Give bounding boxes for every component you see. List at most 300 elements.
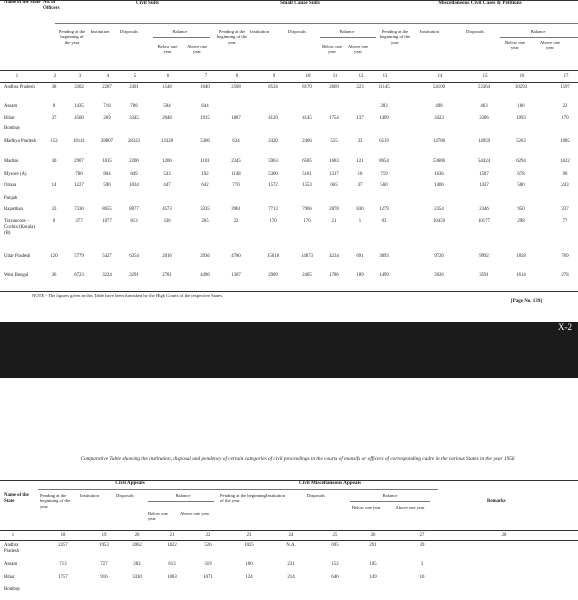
table-cell: 5181: [302, 172, 312, 177]
balance-rule: [153, 37, 210, 38]
subheader-balance: Balance: [172, 29, 188, 34]
table-cell: 37: [357, 183, 363, 188]
subheader-above-mc: Above one year: [539, 40, 561, 51]
column-number: 4: [106, 74, 110, 79]
table-cell: 9726: [434, 254, 444, 259]
table-cell: 291: [369, 543, 377, 548]
state-name: Bihar: [4, 116, 15, 121]
table-cell: 1093: [516, 116, 526, 121]
table-cell: 54109: [433, 85, 445, 90]
bottom-balance-rule: [148, 501, 214, 502]
bottom-subheader-pending: Pending at the beginning of the year: [40, 493, 71, 509]
table-cell: 2669: [329, 85, 339, 90]
subheader-above-sc: Above one year: [347, 44, 369, 55]
table-cell: 1636: [434, 172, 444, 177]
table-cell: 8: [52, 104, 56, 109]
table-cell: 33: [357, 139, 363, 144]
table-cell: 463: [480, 104, 488, 109]
table-cell: 2466: [302, 139, 312, 144]
subheader-below-sc: Below one year: [322, 44, 342, 55]
table-cell: 36: [51, 273, 57, 278]
table-cell: 613: [168, 562, 176, 567]
table-cell: 1071: [203, 575, 213, 580]
table-cell: 22: [233, 219, 239, 224]
table-cell: 1435: [74, 104, 84, 109]
state-name: Madras: [4, 159, 19, 164]
header-civil-suits: Civil Suits: [136, 0, 159, 6]
state-name: Punjab: [4, 196, 18, 201]
table-cell: 2287: [102, 85, 112, 90]
table-cell: 770: [232, 183, 240, 188]
table-cell: 90: [562, 172, 568, 177]
table-cell: 14788: [433, 139, 445, 144]
table-cell: 1307: [231, 273, 241, 278]
table-cell: 3893: [379, 254, 389, 259]
table-cell: 584: [163, 104, 171, 109]
table-cell: 10293: [515, 85, 527, 90]
table-cell: 3345: [129, 116, 139, 121]
table-cell: 2016: [162, 254, 172, 259]
table-cell: 642: [201, 183, 209, 188]
column-number: 3: [78, 74, 82, 79]
column-number: 6: [166, 74, 170, 79]
table-cell: 1148: [231, 172, 241, 177]
table-cell: 152: [50, 139, 58, 144]
table-cell: 2345: [231, 159, 241, 164]
table-cell: 5263: [516, 139, 526, 144]
table-cell: 1406: [434, 183, 444, 188]
header-state: Name of the State: [4, 0, 41, 5]
table-cell: 1587: [479, 172, 489, 177]
column-number: 8: [235, 74, 239, 79]
state-name: Mysore (A): [4, 172, 27, 177]
column-number: 16: [519, 74, 525, 79]
table-cell: 3302: [74, 85, 84, 90]
table-cell: 4145: [302, 116, 312, 121]
column-number: 23: [246, 533, 252, 538]
subheader-above: Above one year: [186, 44, 208, 55]
table-cell: 3591: [479, 273, 489, 278]
table-cell: 1622: [560, 159, 570, 164]
table-cell: 2465: [302, 273, 312, 278]
table-cell: 8654: [379, 159, 389, 164]
table-cell: 3306: [479, 116, 489, 121]
state-name: West Bengal: [4, 273, 29, 278]
state-name: Assam: [4, 562, 18, 567]
table-cell: 560: [380, 183, 388, 188]
table-cell: 813: [130, 219, 138, 224]
column-number: 25: [332, 533, 338, 538]
table-cell: 4780: [231, 254, 241, 259]
state-name: Madhya Pradesh: [4, 139, 37, 144]
table-cell: 170: [303, 219, 311, 224]
table-cell: 10: [419, 575, 425, 580]
table-cell: 3291: [129, 273, 139, 278]
column-number: 10: [305, 74, 311, 79]
table-cell: 2936: [200, 254, 210, 259]
table-cell: 2907: [74, 159, 84, 164]
bottom-subheader-institution: Institution: [80, 493, 99, 498]
table-cell: 4120: [268, 116, 278, 121]
table-cell: 269: [103, 116, 111, 121]
state-name: Rajasthan: [4, 207, 23, 212]
table-cell: 780: [75, 172, 83, 177]
table-cell: 804: [103, 172, 111, 177]
colnum-rule: [0, 82, 578, 83]
table-cell: 3423: [434, 116, 444, 121]
table-cell: 1227: [74, 183, 84, 188]
table-cell: 121: [356, 159, 364, 164]
table-cell: 170: [269, 219, 277, 224]
table-cell: 38: [51, 85, 57, 90]
subheader-pending: Pending at the beginning of the year: [58, 29, 86, 45]
table-cell: 319: [204, 562, 212, 567]
subheader-below: Below one year: [157, 44, 178, 55]
bottom-subheader-below-cma: Below one year: [352, 505, 381, 510]
table-cell: 137: [356, 116, 364, 121]
subheader-disposals: Disposals: [120, 29, 138, 34]
table-cell: 6254: [129, 254, 139, 259]
table-cell: 830: [356, 207, 364, 212]
table-cell: 3: [420, 562, 424, 567]
table-cell: 4496: [200, 273, 210, 278]
column-number: 14: [437, 74, 443, 79]
table-cell: 13328: [161, 139, 173, 144]
group-rule: [55, 23, 578, 24]
table-cell: 1757: [58, 575, 68, 580]
state-name: Bombay: [4, 126, 21, 131]
column-number: 27: [419, 533, 425, 538]
column-number: 18: [60, 533, 66, 538]
table-cell: 2346: [479, 207, 489, 212]
table-cell: 14959: [478, 139, 490, 144]
table-cell: 5963: [268, 159, 278, 164]
page-number: [Page No. 139]: [511, 299, 542, 304]
table-cell: 298: [517, 219, 525, 224]
table-cell: 1317: [329, 172, 339, 177]
table-cell: 1206: [162, 159, 172, 164]
table-cell: 665: [330, 183, 338, 188]
column-number: 21: [169, 533, 175, 538]
table-cell: 231: [287, 562, 295, 567]
table-cell: 214: [287, 575, 295, 580]
table-cell: 2048: [162, 116, 172, 121]
table-cell: 4234: [329, 254, 339, 259]
state-name: Bombay: [4, 587, 21, 592]
table-cell: 6585: [302, 159, 312, 164]
table-cell: 265: [201, 219, 209, 224]
state-name: Andhra Pradesh: [4, 543, 20, 554]
header-rule: [0, 70, 578, 71]
table-cell: 5360: [268, 172, 278, 177]
table-cell: 1822: [167, 543, 177, 548]
table-cell: 1077: [102, 219, 112, 224]
footnote: NOTE - The figures given in this Table have been furnished by the High Courts of the respective States.: [32, 293, 224, 298]
table-cell: 708: [130, 104, 138, 109]
bottom-balance-rule-cma: [350, 501, 430, 502]
table-cell: 678: [517, 172, 525, 177]
table-cell: 1034: [129, 183, 139, 188]
table-cell: 1915: [200, 116, 210, 121]
bottom-subheader-below: Below one year: [148, 511, 168, 522]
state-name: Travancore – Cochin (Kerala) (B): [4, 219, 36, 236]
table-cell: 1815: [102, 159, 112, 164]
column-number: 22: [205, 533, 211, 538]
subheader-disposals-sc: Disposals: [288, 29, 306, 34]
table-cell: 4573: [162, 207, 172, 212]
state-name: Andhra Pradesh: [4, 85, 35, 90]
table-cell: 950: [517, 207, 525, 212]
column-number: 20: [134, 533, 140, 538]
bottom-group-rule: [38, 489, 438, 490]
table-cell: 54424: [478, 159, 490, 164]
table-cell: 719: [380, 172, 388, 177]
table-cell: 100: [245, 562, 253, 567]
bottom-subheader-balance: Balance: [175, 493, 191, 498]
table-cell: 2909: [268, 273, 278, 278]
table-cell: 1597: [560, 85, 570, 90]
table-cell: 713: [59, 562, 67, 567]
state-name: Assam: [4, 104, 18, 109]
table-cell: 1683: [329, 159, 339, 164]
table-cell: 580: [517, 183, 525, 188]
table-cell: 1: [358, 219, 362, 224]
table-cell: 7966: [302, 207, 312, 212]
table-cell: 8655: [102, 207, 112, 212]
table-cell: 8170: [302, 85, 312, 90]
table-cell: 644: [201, 104, 209, 109]
table-cell: 6519: [379, 139, 389, 144]
table-cell: 1548: [162, 85, 172, 90]
table-cell: 2354: [434, 207, 444, 212]
table-cell: 2062: [132, 543, 142, 548]
table-cell: 105: [369, 562, 377, 567]
table-cell: 727: [100, 562, 108, 567]
table-cell: 555: [330, 139, 338, 144]
table-cell: 8534: [268, 85, 278, 90]
bottom-header-rule: [0, 530, 578, 531]
subheader-pending-sc: Pending at the beginning of the year: [216, 29, 248, 45]
table-cell: 5779: [74, 254, 84, 259]
header-officers: No. of Officers: [43, 0, 60, 11]
table-cell: 18141: [73, 139, 85, 144]
table-cell: 6: [52, 219, 56, 224]
bottom-subheader-pending-cma: Pending at the beginning of the year: [220, 493, 266, 504]
table-cell: 9992: [479, 254, 489, 259]
subheader-institution-sc: Institution: [250, 29, 269, 34]
table-cell: 10: [357, 172, 363, 177]
bottom-subheader-balance-cma: Balance: [382, 493, 398, 498]
column-number: 11: [332, 74, 338, 79]
column-number: 9: [272, 74, 276, 79]
table-cell: 377: [75, 219, 83, 224]
bottom-rule: [0, 291, 578, 292]
table-cell: 30: [51, 159, 57, 164]
table-cell: 282: [133, 562, 141, 567]
bottom-header-state: Name of the State: [4, 493, 29, 504]
table-cell: 1572: [268, 183, 278, 188]
table-cell: 1640: [200, 85, 210, 90]
table-cell: 1279: [379, 207, 389, 212]
table-cell: 1427: [479, 183, 489, 188]
table-cell: 189: [356, 273, 364, 278]
column-number: 17: [563, 74, 569, 79]
table-cell: 1409: [379, 116, 389, 121]
header-remarks: Remarks: [487, 499, 506, 504]
table-cell: 14873: [301, 254, 313, 259]
table-cell: 152: [331, 562, 339, 567]
table-cell: 1786: [329, 273, 339, 278]
column-number: 13: [382, 74, 388, 79]
subheader-below-mc: Below one year: [505, 40, 525, 51]
table-cell: 11145: [378, 85, 390, 90]
header-civil-misc-appeals: Civil Miscellaneous Appeals: [299, 480, 361, 486]
table-cell: 543: [163, 172, 171, 177]
table-cell: 53686: [433, 159, 445, 164]
table-cell: 1025: [244, 543, 254, 548]
table-cell: 5427: [102, 254, 112, 259]
bottom-subheader-disposals-cma: Disposals: [307, 493, 325, 498]
table-cell: 149: [369, 575, 377, 580]
header-small-cause-suits: Small Cause Suits: [280, 0, 320, 6]
column-number: 12: [358, 74, 364, 79]
subheader-pending-mc: Pending at the beginning of the year: [379, 29, 411, 45]
header-misc-civil-cases: Miscellaneous Civil Cases & Petitions: [438, 0, 522, 6]
table-cell: 77: [562, 219, 568, 224]
subheader-disposals-mc: Disposals: [466, 29, 484, 34]
table-cell: 3224: [102, 273, 112, 278]
bottom-subheader-disposals: Disposals: [116, 493, 134, 498]
column-number: 28: [501, 533, 507, 538]
table-cell: 243: [561, 183, 569, 188]
table-cell: 447: [163, 183, 171, 188]
column-number: 5: [133, 74, 137, 79]
column-number: 2: [53, 74, 57, 79]
column-number: 19: [101, 533, 107, 538]
table-cell: 192: [201, 172, 209, 177]
table-cell: 7713: [268, 207, 278, 212]
table-cell: 695: [331, 543, 339, 548]
subheader-balance-sc: Balance: [339, 29, 355, 34]
table-title: Comparative Table showing the institution, disposal and pendency of certain categories of civil proceedings in the courts of munsifs or officers of corresponding cadre in the various States in the year 1956: [80, 456, 515, 462]
table-cell: 1887: [231, 116, 241, 121]
table-cell: 3961: [231, 207, 241, 212]
table-cell: 2420: [268, 139, 278, 144]
table-cell: 15018: [267, 254, 279, 259]
column-number: 1: [15, 74, 19, 79]
table-cell: 6294: [516, 159, 526, 164]
table-cell: 223: [356, 85, 364, 90]
table-cell: 2200: [129, 159, 139, 164]
balance-rule-sc: [320, 37, 376, 38]
table-cell: 10459: [433, 219, 445, 224]
column-number: 15: [482, 74, 488, 79]
subheader-institution: Institution: [90, 29, 110, 34]
column-number: 7: [204, 74, 208, 79]
table-cell: 3926: [434, 273, 444, 278]
table-cell: 8077: [129, 207, 139, 212]
table-cell: 1101: [200, 159, 210, 164]
column-number: 26: [370, 533, 376, 538]
table-cell: 21: [331, 219, 337, 224]
table-cell: 337: [561, 207, 569, 212]
bottom-subheader-institution-cma: Institution: [266, 493, 285, 498]
table-cell: 22: [562, 104, 568, 109]
table-cell: 718: [103, 104, 111, 109]
table-cell: 4560: [74, 116, 84, 121]
state-name: Uttar Pradesh: [4, 254, 31, 259]
state-name: Bihar: [4, 575, 15, 580]
table-cell: 278: [561, 273, 569, 278]
table-cell: 769: [561, 254, 569, 259]
table-cell: 186: [517, 104, 525, 109]
table-cell: 28322: [128, 139, 140, 144]
table-cell: 37: [51, 116, 57, 121]
table-cell: 28807: [101, 139, 113, 144]
table-cell: 124: [245, 575, 253, 580]
subheader-balance-mc: Balance: [530, 29, 546, 34]
table-cell: 1858: [516, 254, 526, 259]
bottom-subheader-above-cma: Above one year: [395, 505, 425, 510]
table-cell: 849: [130, 172, 138, 177]
bottom-colnum-rule: [0, 540, 578, 541]
table-cell: 1499: [379, 273, 389, 278]
table-cell: 10177: [478, 219, 490, 224]
table-cell: N.A.: [286, 543, 296, 548]
table-cell: 1754: [329, 116, 339, 121]
balance-rule-mc: [500, 37, 578, 38]
table-cell: 2781: [162, 273, 172, 278]
table-cell: 646: [331, 575, 339, 580]
bottom-subheader-above: Above one year: [180, 511, 210, 516]
page-marker: X-2: [558, 322, 572, 332]
subheader-institution-mc: Institution: [420, 29, 439, 34]
table-cell: 170: [561, 116, 569, 121]
column-number: 24: [288, 533, 294, 538]
table-cell: 916: [100, 575, 108, 580]
table-cell: 5306: [200, 139, 210, 144]
table-cell: 53364: [478, 85, 490, 90]
table-cell: 2508: [231, 85, 241, 90]
table-cell: 336: [163, 219, 171, 224]
table-cell: 2257: [58, 543, 68, 548]
header-civil-appeals: Civil Appeals: [115, 480, 145, 486]
table-cell: 2878: [329, 207, 339, 212]
table-cell: 33: [51, 207, 57, 212]
table-cell: 498: [435, 104, 443, 109]
table-cell: 120: [50, 254, 58, 259]
table-cell: 526: [204, 543, 212, 548]
table-cell: 93: [381, 219, 387, 224]
table-cell: 1614: [516, 273, 526, 278]
table-cell: 590: [103, 183, 111, 188]
table-cell: 1953: [99, 543, 109, 548]
state-name: Orissa: [4, 183, 17, 188]
table-cell: 1003: [167, 575, 177, 580]
table-cell: 39: [419, 543, 425, 548]
table-cell: 1085: [560, 139, 570, 144]
table-cell: 3330: [132, 575, 142, 580]
table-cell: 1553: [302, 183, 312, 188]
table-cell: 691: [356, 254, 364, 259]
table-cell: 283: [380, 104, 388, 109]
table-cell: 634: [232, 139, 240, 144]
column-number: 1: [11, 533, 15, 538]
table-cell: 7330: [74, 207, 84, 212]
page-gap: [0, 322, 578, 378]
table-cell: 2491: [129, 85, 139, 90]
table-cell: 6723: [74, 273, 84, 278]
